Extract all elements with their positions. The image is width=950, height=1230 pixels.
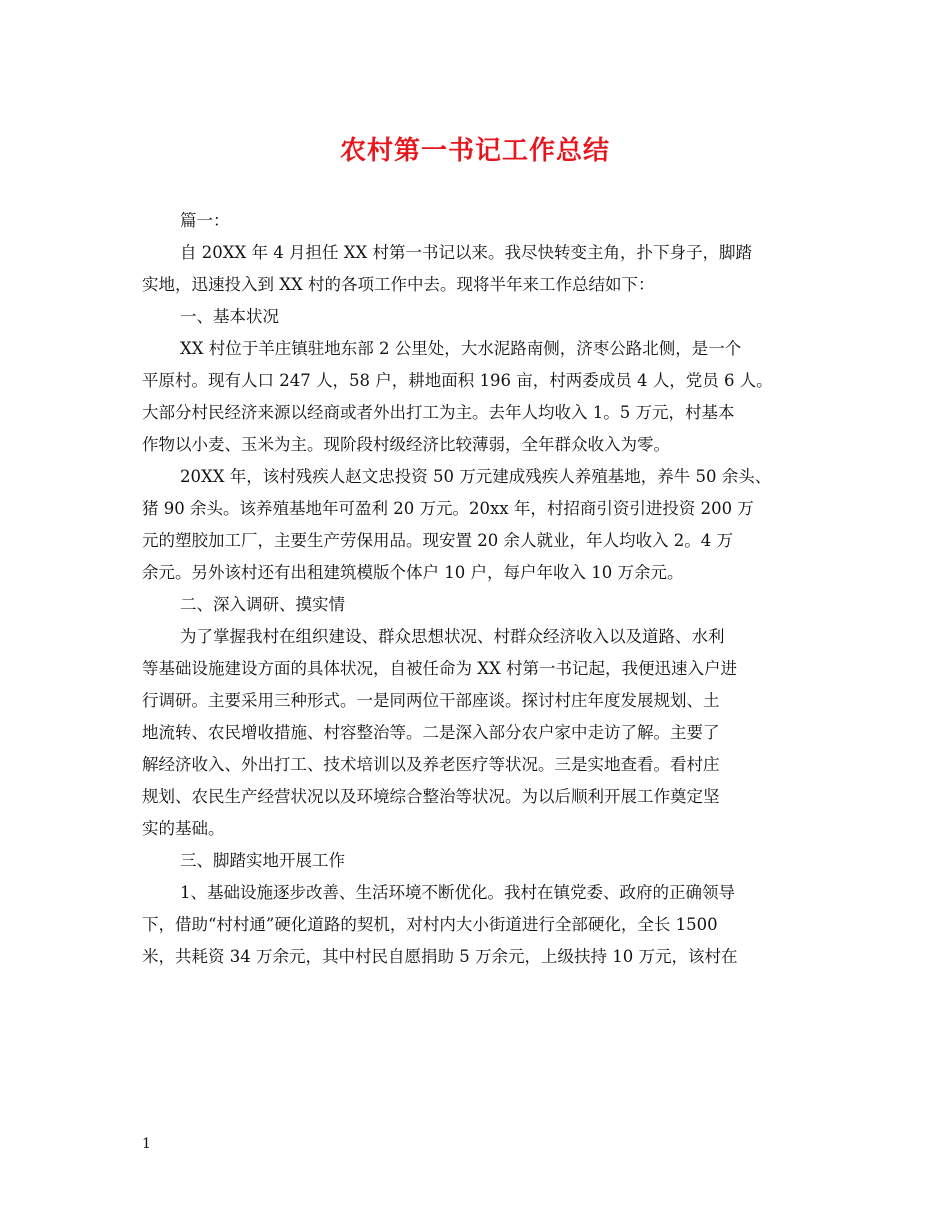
text-line: 猪 90 余头。该养殖基地年可盈利 20 万元。20xx 年，村招商引资引进投资 200 万 [142,499,754,518]
section-heading: 三、脚踏实地开展工作 [180,851,345,870]
text-line: 自 20XX 年 4 月担任 XX 村第一书记以来。我尽快转变主角，扑下身子，脚踏 [180,243,752,262]
text-line: 余元。另外该村还有出租建筑模版个体户 10 户，每户年收入 10 万余元。 [142,563,684,582]
text-line: 1、基础设施逐步改善、生活环境不断优化。我村在镇党委、政府的正确领导 [180,883,735,902]
text-line: 等基础设施建设方面的具体状况，自被任命为 XX 村第一书记起，我便迅速入户进 [142,659,737,678]
text-line: 20XX 年，该村残疾人赵文忠投资 50 万元建成残疾人养殖基地，养牛 50 余头、 [180,467,772,486]
text-line: XX 村位于羊庄镇驻地东部 2 公里处，大水泥路南侧，济枣公路北侧，是一个 [180,339,742,358]
text-line: 米，共耗资 34 万余元，其中村民自愿捐助 5 万余元，上级扶持 10 万元，该村在 [142,947,738,966]
text-line: 篇一： [180,211,230,230]
text-line: 大部分村民经济来源以经商或者外出打工为主。去年人均收入 1。5 万元，村基本 [142,403,735,422]
text-line: 实地，迅速投入到 XX 村的各项工作中去。现将半年来工作总结如下： [142,275,655,294]
text-line: 行调研。主要采用三种形式。一是同两位干部座谈。探讨村庄年度发展规划、土 [142,691,720,710]
section-heading: 一、基本状况 [180,307,279,326]
text-line: 作物以小麦、玉米为主。现阶段村级经济比较薄弱，全年群众收入为零。 [142,435,670,454]
text-line: 规划、农民生产经营状况以及环境综合整治等状况。为以后顺利开展工作奠定坚 [142,787,720,806]
text-line: 元的塑胶加工厂，主要生产劳保用品。现安置 20 余人就业，年人均收入 2。4 万 [142,531,733,550]
text-line: 下，借助“村村通”硬化道路的契机，对村内大小街道进行全部硬化，全长 1500 [142,915,718,934]
text-line: 实的基础。 [142,819,225,838]
text-line: 平原村。现有人口 247 人，58 户，耕地面积 196 亩，村两委成员 4 人，党员 6 人。 [142,371,773,390]
text-line: 解经济收入、外出打工、技术培训以及养老医疗等状况。三是实地查看。看村庄 [142,755,720,774]
text-line: 为了掌握我村在组织建设、群众思想状况、村群众经济收入以及道路、水利 [180,627,725,646]
page-number: 1 [142,1136,151,1152]
section-heading: 二、深入调研、摸实情 [180,595,345,614]
text-line: 地流转、农民增收措施、村容整治等。二是深入部分农户家中走访了解。主要了 [142,723,720,742]
document-title: 农村第一书记工作总结 [339,136,610,166]
document-body [142,205,808,973]
